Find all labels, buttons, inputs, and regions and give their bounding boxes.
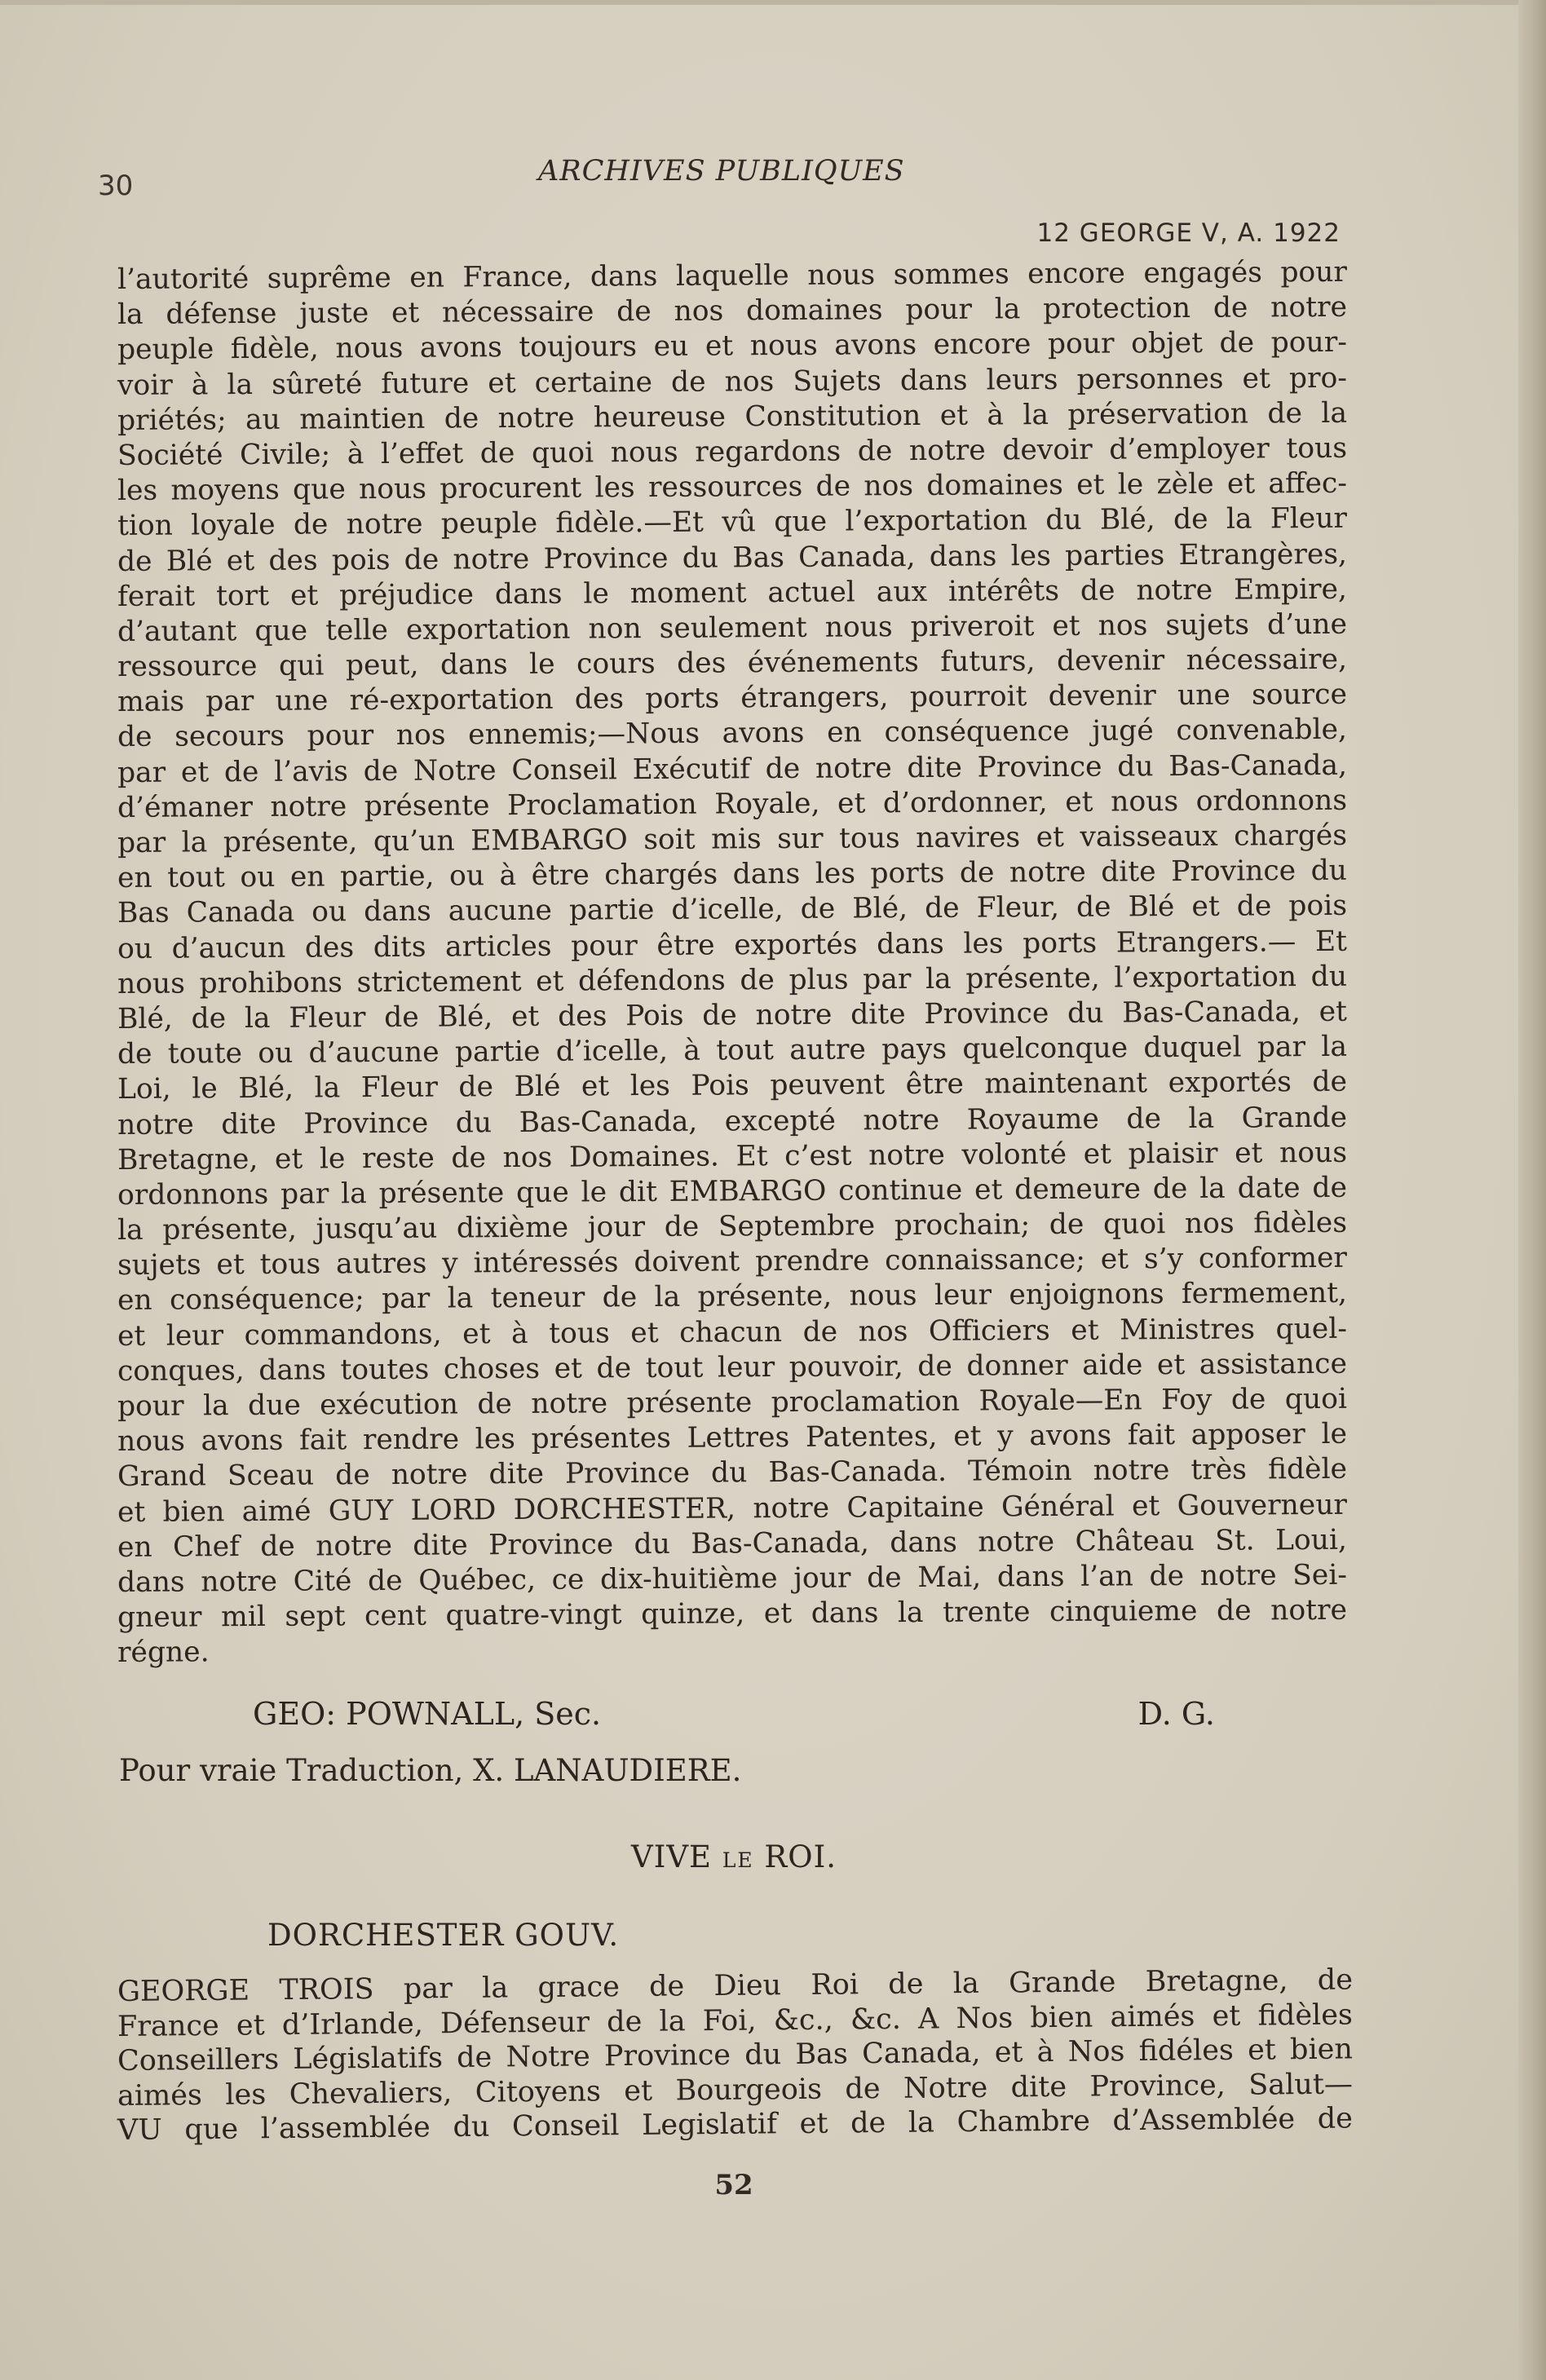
running-title: ARCHIVES PUBLIQUES (538, 155, 905, 188)
text-line: peuple fidèle, nous avons toujours eu et nous avons encore pour objet de pour- (117, 326, 1348, 367)
text-line: la présente, jusqu’au dixième jour de Septembre prochain; de quoi nos fidèles (117, 1206, 1348, 1247)
text-line: mais par une ré-exportation des ports étrangers, pourroit devenir une source (117, 678, 1348, 719)
text-line: sujets et tous autres y intéressés doivent prendre connaissance; et s’y conformer (117, 1242, 1348, 1283)
text-line: pour la due exécution de notre présente proclamation Royale—En Foy de quoi (117, 1382, 1348, 1423)
signature-row (253, 1696, 1215, 1737)
text-line: en tout ou en partie, ou à être chargés dans les ports de notre dite Province du (117, 854, 1348, 895)
initials-signature: D. G. (1137, 1696, 1215, 1732)
text-line: nous avons fait rendre les présentes Lettres Patentes, et y avons fait apposer le (117, 1417, 1348, 1459)
footer-page-number: 52 (714, 2169, 753, 2201)
vive-part-2: LE (722, 1848, 754, 1872)
session-line: 12 GEORGE V, A. 1922 (1036, 219, 1341, 248)
second-proclamation-body (117, 1963, 1354, 2148)
text-line: Loi, le Blé, la Fleur de Blé et les Pois peuvent être maintenant exportés de (117, 1066, 1348, 1106)
text-line: de toute ou d’aucune partie d’icelle, à tout autre pays quelconque duquel par la (117, 1030, 1348, 1071)
text-line: gneur mil sept cent quatre-vingt quinze, et dans la trente cinquieme de notre (117, 1593, 1348, 1635)
text-line: et bien aimé GUY LORD DORCHESTER, notre Capitaine Général et Gouverneur (117, 1488, 1348, 1529)
top-edge-shadow (0, 0, 1518, 5)
vive-part-3: ROI. (753, 1839, 837, 1874)
text-line: conques, dans toutes choses et de tout leur pouvoir, de donner aide et assistance (117, 1347, 1348, 1388)
page-number: 30 (98, 170, 134, 202)
text-line: par la présente, qu’un EMBARGO soit mis sur tous navires et vaisseaux chargés (117, 819, 1348, 859)
text-line: et leur commandons, et à tous et chacun de nos Officiers et Ministres quel- (117, 1312, 1348, 1353)
text-line: en conséquence; par la teneur de la présente, nous leur enjoignons fermement, (117, 1277, 1348, 1318)
text-line: notre dite Province du Bas-Canada, excepté notre Royaume de la Grande (117, 1101, 1348, 1141)
dorchester-heading: DORCHESTER GOUV. (267, 1918, 620, 1953)
text-line: ou d’aucun des dits articles pour être exportés dans les ports Etrangers.— Et (117, 925, 1348, 965)
text-line: ordonnons par la présente que le dit EMBARGO continue et demeure de la date de (117, 1171, 1348, 1212)
text-line: Bretagne, et le reste de nos Domaines. Et c’est notre volonté et plaisir et nous (117, 1136, 1348, 1177)
page-binding-edge (1518, 0, 1546, 2380)
text-line: ferait tort et préjudice dans le moment actuel aux intérêts de notre Empire, (117, 572, 1348, 613)
vive-le-roi (0, 1839, 1468, 1874)
secretary-signature: GEO: POWNALL, Sec. (253, 1696, 602, 1732)
text-line: GEORGE TROIS par la grace de Dieu Roi de la Grande Bretagne, de (117, 1963, 1354, 2008)
text-line: nous prohibons strictement et défendons de plus par la présente, l’exportation du (117, 960, 1348, 1000)
text-line: VU que l’assemblée du Conseil Legislatif et de la Chambre d’Assemblée de (117, 2102, 1354, 2147)
translation-attribution: Pour vraie Traduction, X. LANAUDIERE. (119, 1753, 742, 1788)
text-line: tion loyale de notre peuple fidèle.—Et vû que l’exportation du Blé, de la Fleur (117, 502, 1348, 543)
page-header (98, 155, 1354, 204)
text-line: Grand Sceau de notre dite Province du Bas-Canada. Témoin notre très fidèle (117, 1453, 1348, 1494)
text-line: Bas Canada ou dans aucune partie d’icelle, de Blé, de Fleur, de Blé et de pois (117, 890, 1348, 930)
text-line: d’émaner notre présente Proclamation Royale, et d’ordonner, et nous ordonnons (117, 784, 1348, 824)
text-line: l’autorité suprême en France, dans laquelle nous sommes encore engagés pour (117, 255, 1348, 296)
text-line: en Chef de notre dite Province du Bas-Canada, dans notre Château St. Loui, (117, 1523, 1348, 1564)
text-line: régne. (117, 1636, 210, 1670)
vive-part-1: VIVE (630, 1839, 722, 1874)
text-line: Conseillers Législatifs de Notre Province du Bas Canada, et à Nos fidéles et bien (117, 2033, 1354, 2078)
text-line: Société Civile; à l’effet de quoi nous regardons de notre devoir d’employer tous (117, 431, 1348, 472)
text-line: Blé, de la Fleur de Blé, et des Pois de notre dite Province du Bas-Canada, et (117, 995, 1348, 1035)
text-line: priétés; au maintien de notre heureuse Constitution et à la préservation de la (117, 396, 1348, 437)
text-line: d’autant que telle exportation non seulement nous priveroit et nos sujets d’une (117, 607, 1348, 648)
text-line: France et d’Irlande, Défenseur de la Foi, &c., &c. A Nos bien aimés et fidèles (117, 1998, 1354, 2043)
text-line: aimés les Chevaliers, Citoyens et Bourgeois de Notre dite Province, Salut— (117, 2067, 1354, 2113)
text-line: voir à la sûreté future et certaine de nos Sujets dans leurs personnes et pro- (117, 361, 1348, 402)
text-line: les moyens que nous procurent les ressources de nos domaines et le zèle et affec- (117, 466, 1348, 508)
text-line: ressource qui peut, dans le cours des événements futurs, devenir nécessaire, (117, 642, 1348, 684)
text-line: de Blé et des pois de notre Province du Bas Canada, dans les parties Etrangères, (117, 537, 1348, 578)
proclamation-body (117, 255, 1348, 1671)
text-line: par et de l’avis de Notre Conseil Exécutif de notre dite Province du Bas-Canada, (117, 748, 1348, 789)
text-line: de secours pour nos ennemis;—Nous avons en conséquence jugé convenable, (117, 713, 1348, 754)
text-line: dans notre Cité de Québec, ce dix-huitième jour de Mai, dans l’an de notre Sei- (117, 1558, 1348, 1599)
text-line: la défense juste et nécessaire de nos domaines pour la protection de notre (117, 290, 1348, 332)
